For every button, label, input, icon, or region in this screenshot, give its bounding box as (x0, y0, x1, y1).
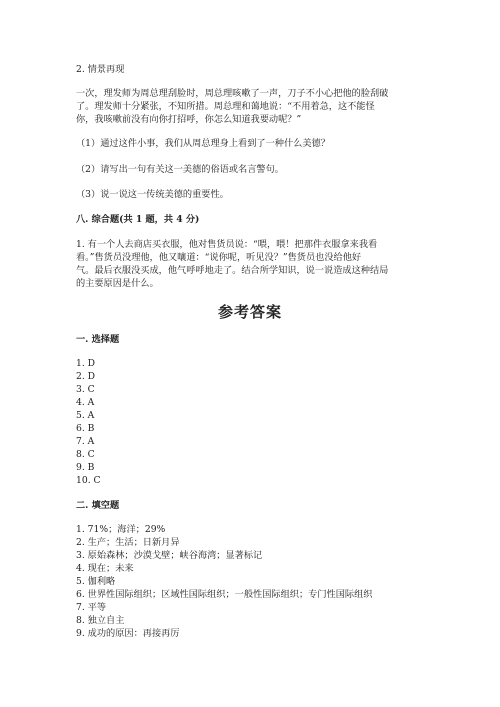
section-8-line-2: 看。”售货员没理他，他又嚷道：“说你呢，听见没？”售货员也没给他好 (76, 252, 362, 263)
fill-answer: 5. 伽利略 (76, 576, 116, 587)
section-8-line-4: 的主要原因是什么。 (76, 278, 159, 289)
choice-answer: 6. B (76, 423, 95, 434)
choice-answer: 1. D (76, 358, 96, 369)
fill-answer: 3. 原始森林；沙漠戈壁；峡谷海湾；显著标记 (76, 550, 263, 561)
section-1-header: 一. 选择题 (76, 334, 120, 345)
fill-answer: 8. 独立自主 (76, 615, 125, 626)
fill-answer: 6. 世界性国际组织；区域性国际组织；一般性国际组织；专门性国际组织 (76, 589, 373, 600)
question-2-header: 2. 情景再现 (76, 64, 125, 75)
fill-answer: 1. 71%；海洋；29% (76, 524, 166, 535)
choice-answer: 4. A (76, 397, 95, 408)
scenario-line-1: 一次，理发师为周总理刮脸时，周总理咳嗽了一声，刀子不小心把他的脸刮破 (76, 88, 389, 99)
choice-answer: 10. C (76, 475, 101, 486)
fill-answer: 4. 现在；未来 (76, 563, 134, 574)
sub-question-1: （1）通过这件小事，我们从周总理身上看到了一种什么美德？ (76, 138, 330, 149)
choice-answer: 2. D (76, 371, 96, 382)
sub-question-3: （3）说一说这一传统美德的重要性。 (76, 189, 229, 200)
section-8-line-3: 气。最后衣服没买成，他气呼呼地走了。结合所学知识，说一说造成这种结局 (76, 265, 389, 276)
fill-answer: 7. 平等 (76, 602, 107, 613)
scenario-line-2: 了。理发师十分紧张，不知所措。周总理和蔼地说：“不用着急，这不能怪 (76, 101, 375, 112)
choice-answer: 3. C (76, 384, 95, 395)
choice-answer: 8. C (76, 449, 95, 460)
sub-question-2: （2）请写出一句有关这一美德的俗语或名言警句。 (76, 164, 284, 175)
fill-answer: 2. 生产；生活；日新月异 (76, 537, 180, 548)
section-2-header: 二. 填空题 (76, 500, 120, 511)
scenario-line-3: 你，我咳嗽前没有向你打招呼，你怎么知道我要动呢？” (76, 114, 302, 125)
choice-answer: 5. A (76, 410, 95, 421)
section-8-header: 八. 综合题(共 1 题，共 4 分) (76, 214, 200, 225)
section-8-line-1: 1. 有一个人去商店买衣服，他对售货员说：“喂，喂！把那件衣服拿来我看 (76, 239, 378, 250)
choice-answer: 9. B (76, 462, 95, 473)
fill-answer: 9. 成功的原因：再接再厉 (76, 628, 180, 639)
answer-title: 参考答案 (217, 303, 282, 321)
choice-answer: 7. A (76, 436, 95, 447)
